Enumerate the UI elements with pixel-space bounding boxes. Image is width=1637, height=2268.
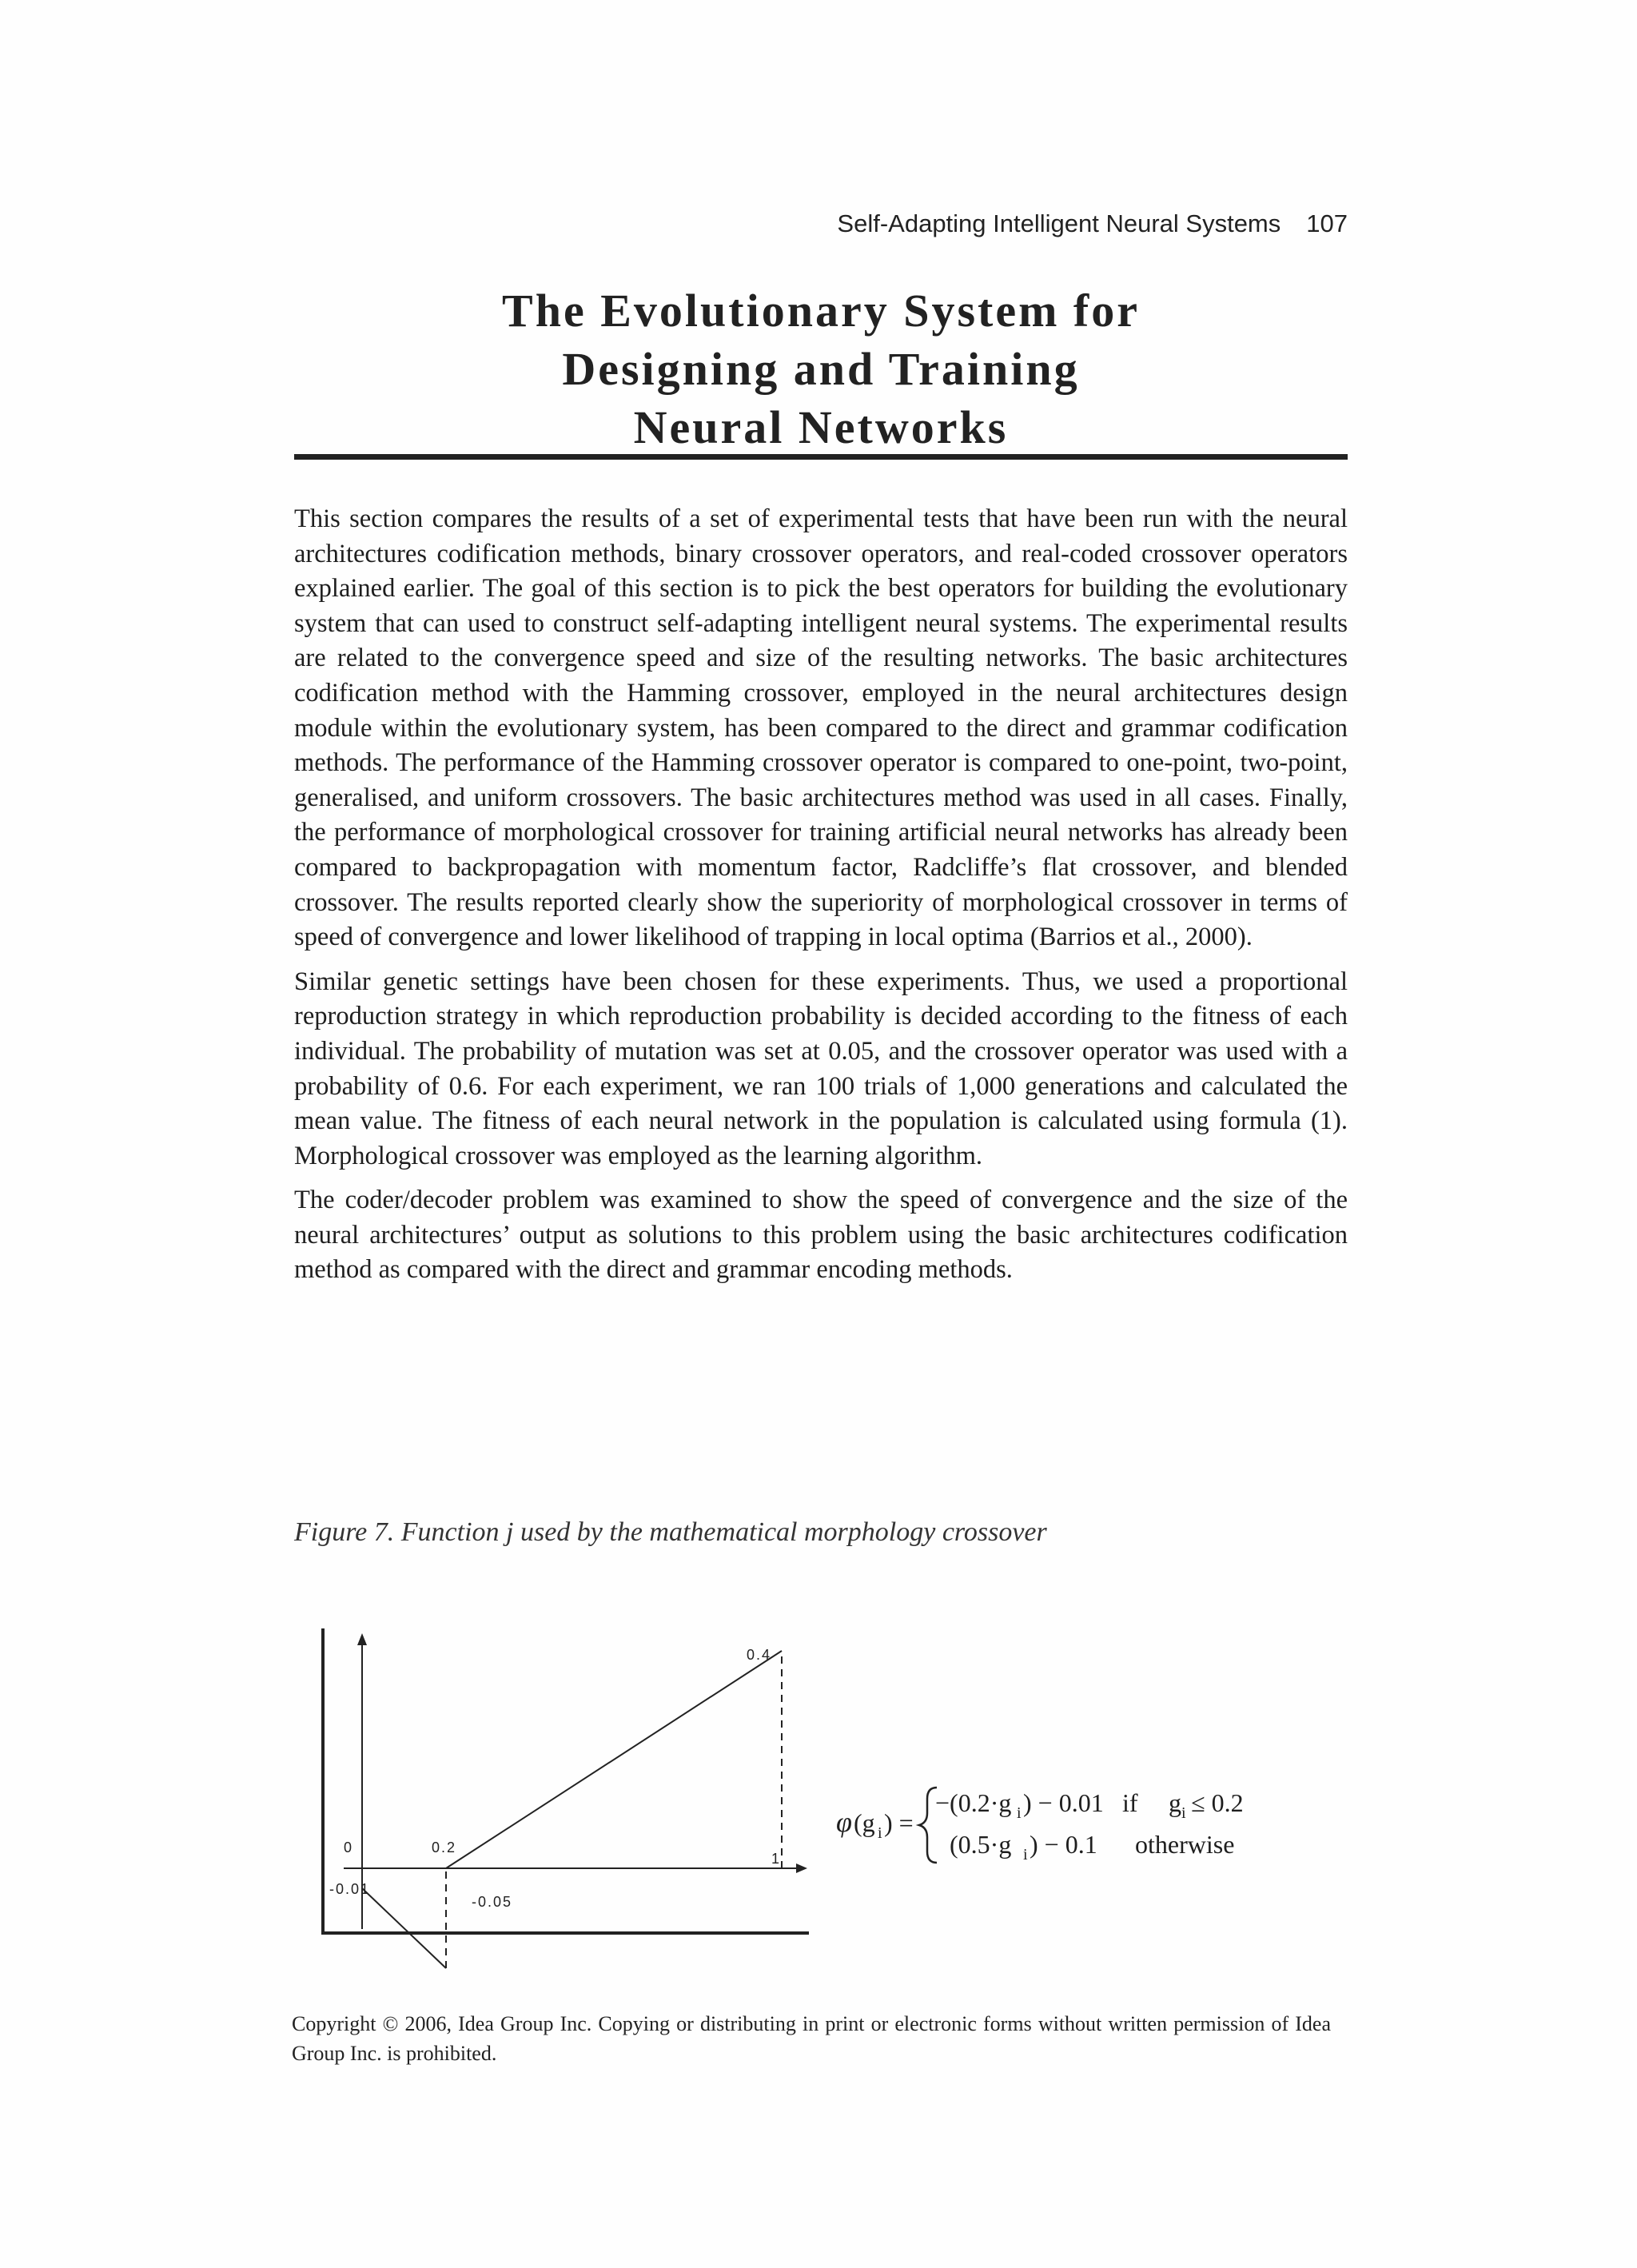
page-number: 107 [1306, 209, 1348, 237]
case2-expr-a: (0.5·g [950, 1830, 1012, 1859]
y-axis-arrow-icon [357, 1633, 367, 1645]
case1-cond-var: g [1169, 1788, 1181, 1817]
function-segment-1 [362, 1888, 446, 1968]
label-origin: 0 [344, 1840, 354, 1855]
equation-brace-icon [919, 1788, 937, 1863]
section-title-line-1: The Evolutionary System for [502, 285, 1140, 337]
case1-cond-word: if [1122, 1788, 1138, 1817]
case2-cond: otherwise [1135, 1830, 1235, 1859]
paragraph-1: This section compares the results of a set of experimental tests that have been run with the neural architectures codification methods, binary crossover operators, and real-coded crossover operators explained earlier. The goal of this section is to pick the best operators for building the evolutionary system that can used to construct self-adapting intelligent neural systems. The experimental results are related to the convergence speed and size of the resulting networks. The basic architectures codification method with the Hamming crossover, employed in the neural architectures design module within the evolutionary system, has been compared to the direct and grammar codification methods. The performance of the Hamming crossover operator is compared to one-point, two-point, generalised, and uniform crossovers. The basic architectures method was used in all cases. Finally, the performance of morphological crossover for training artificial neural networks has already been compared to backpropagation with momentum factor, Radcliffe’s flat crossover, and blended crossover. The results reported clearly show the superiority of morphological crossover in terms of speed of convergence and lower likelihood of trapping in local optima (Barrios et al., 2000). [294, 504, 1348, 952]
label-y-end: 0.4 [747, 1647, 772, 1663]
label-y-break: -0.05 [472, 1894, 513, 1910]
label-y-start: -0.01 [329, 1881, 371, 1897]
paragraph-3: The coder/decoder problem was examined to show the speed of convergence and the size of the neural architectures’ output as solutions to this problem using the basic architectures codification method as compared with the direct and grammar encoding methods. [294, 1186, 1348, 1285]
case1-cond-sub: i [1181, 1804, 1186, 1822]
section-title-line-3: Neural Networks [633, 401, 1009, 453]
case1-cond-rest: ≤ 0.2 [1191, 1788, 1244, 1817]
case1-expr-b: ) − 0.01 [1023, 1788, 1104, 1817]
case1-expr-a: −(0.2·g [935, 1788, 1012, 1817]
equation-lhs-arg: (g [854, 1808, 875, 1837]
figure-caption: Figure 7. Function j used by the mathematical morphology crossover [294, 1517, 1047, 1547]
equation-lhs-close: ) = [884, 1808, 914, 1837]
equation-phi: φ [836, 1806, 852, 1838]
label-x-break: 0.2 [432, 1840, 457, 1855]
section-title-line-2: Designing and Training [562, 343, 1080, 395]
piecewise-equation [836, 1788, 1244, 1863]
function-segment-2 [446, 1651, 782, 1868]
equation-lhs-sub: i [878, 1824, 882, 1842]
x-axis-arrow-icon [796, 1863, 807, 1873]
copyright-notice: Copyright © 2006, Idea Group Inc. Copying or distributing in print or electronic forms without written permission of Idea Group Inc. is prohibited. [292, 2012, 1331, 2065]
case2-expr-b: ) − 0.1 [1030, 1830, 1097, 1859]
paragraph-2: Similar genetic settings have been chosen for these experiments. Thus, we used a proportional reproduction strategy in which reproduction probability is decided according to the fitness of each individual. The probability of mutation was set at 0.05, and the crossover operator was used with a probability of 0.6. For each experiment, we ran 100 trials of 1,000 generations and calculated the mean value. The fitness of each neural network in the population is calculated using formula (1). Morphological crossover was employed as the learning algorithm. [294, 967, 1348, 1170]
running-title: Self-Adapting Intelligent Neural Systems [837, 209, 1281, 237]
label-x-end: 1 [771, 1851, 782, 1867]
case2-sub: i [1023, 1846, 1028, 1863]
case1-sub: i [1017, 1804, 1022, 1822]
